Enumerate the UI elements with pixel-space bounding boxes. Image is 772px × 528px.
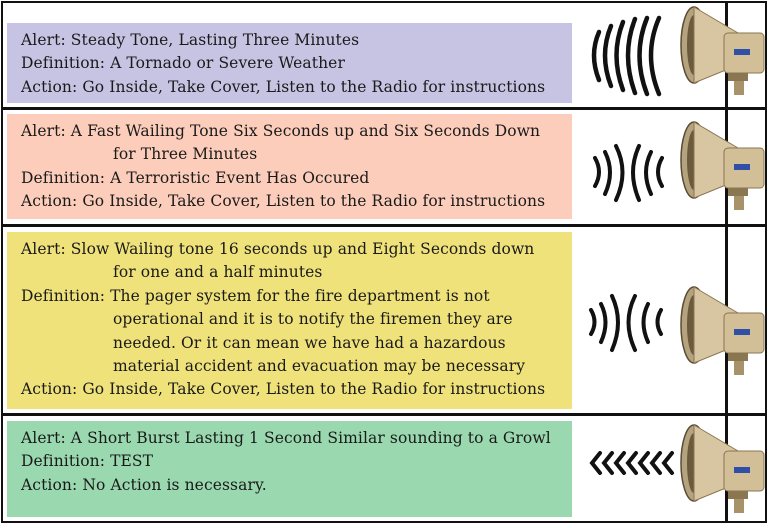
- alert-text: Alert: Slow Wailing tone 16 seconds up and Eight Seconds down: [21, 240, 535, 258]
- alert-panel-short-burst: [7, 421, 572, 517]
- definition-text: Definition: TEST: [21, 452, 154, 471]
- slow-wailing-waves-icon: [585, 290, 680, 355]
- action-text: Action: No Action is necessary.: [21, 475, 267, 494]
- action-text: Action: Go Inside, Take Cover, Listen to the Radio for instructions: [21, 192, 546, 211]
- alert-text: Alert: Steady Tone, Lasting Three Minutes: [21, 31, 360, 49]
- definition-text: Definition: A Tornado or Severe Weather: [21, 54, 345, 73]
- alert-text-continued: for Three Minutes: [113, 145, 258, 164]
- alert-text: Alert: A Short Burst Lasting 1 Second Similar sounding to a Growl: [21, 429, 551, 447]
- siren-speaker-icon: [676, 3, 768, 103]
- alert-panel-fast-wailing: [7, 114, 572, 219]
- action-text: Action: Go Inside, Take Cover, Listen to the Radio for instructions: [21, 77, 546, 96]
- siren-speaker-icon: [676, 283, 768, 383]
- row-divider: [1, 413, 767, 416]
- action-text: Action: Go Inside, Take Cover, Listen to the Radio for instructions: [21, 380, 546, 399]
- row-divider: [1, 224, 767, 227]
- alert-text-continued: for one and a half minutes: [113, 263, 323, 282]
- definition-text: Definition: A Terroristic Event Has Occured: [21, 168, 370, 187]
- definition-text-continued: needed. Or it can mean we have had a hazardous: [113, 333, 506, 352]
- alert-panel-slow-wailing: [7, 232, 572, 409]
- steady-tone-waves-icon: [585, 10, 680, 100]
- siren-speaker-icon: [676, 421, 768, 521]
- definition-text-continued: material accident and evacuation may be necessary: [113, 357, 526, 376]
- fast-wailing-waves-icon: [585, 140, 675, 205]
- definition-text: Definition: The pager system for the fire department is not: [21, 286, 490, 305]
- alert-panel-steady-tone: [7, 23, 572, 103]
- alert-text: Alert: A Fast Wailing Tone Six Seconds up and Six Seconds Down: [21, 122, 541, 140]
- definition-text-continued: operational and it is to notify the firemen they are: [113, 310, 513, 329]
- row-divider: [1, 107, 767, 110]
- short-burst-waves-icon: [588, 448, 678, 478]
- siren-speaker-icon: [676, 118, 768, 218]
